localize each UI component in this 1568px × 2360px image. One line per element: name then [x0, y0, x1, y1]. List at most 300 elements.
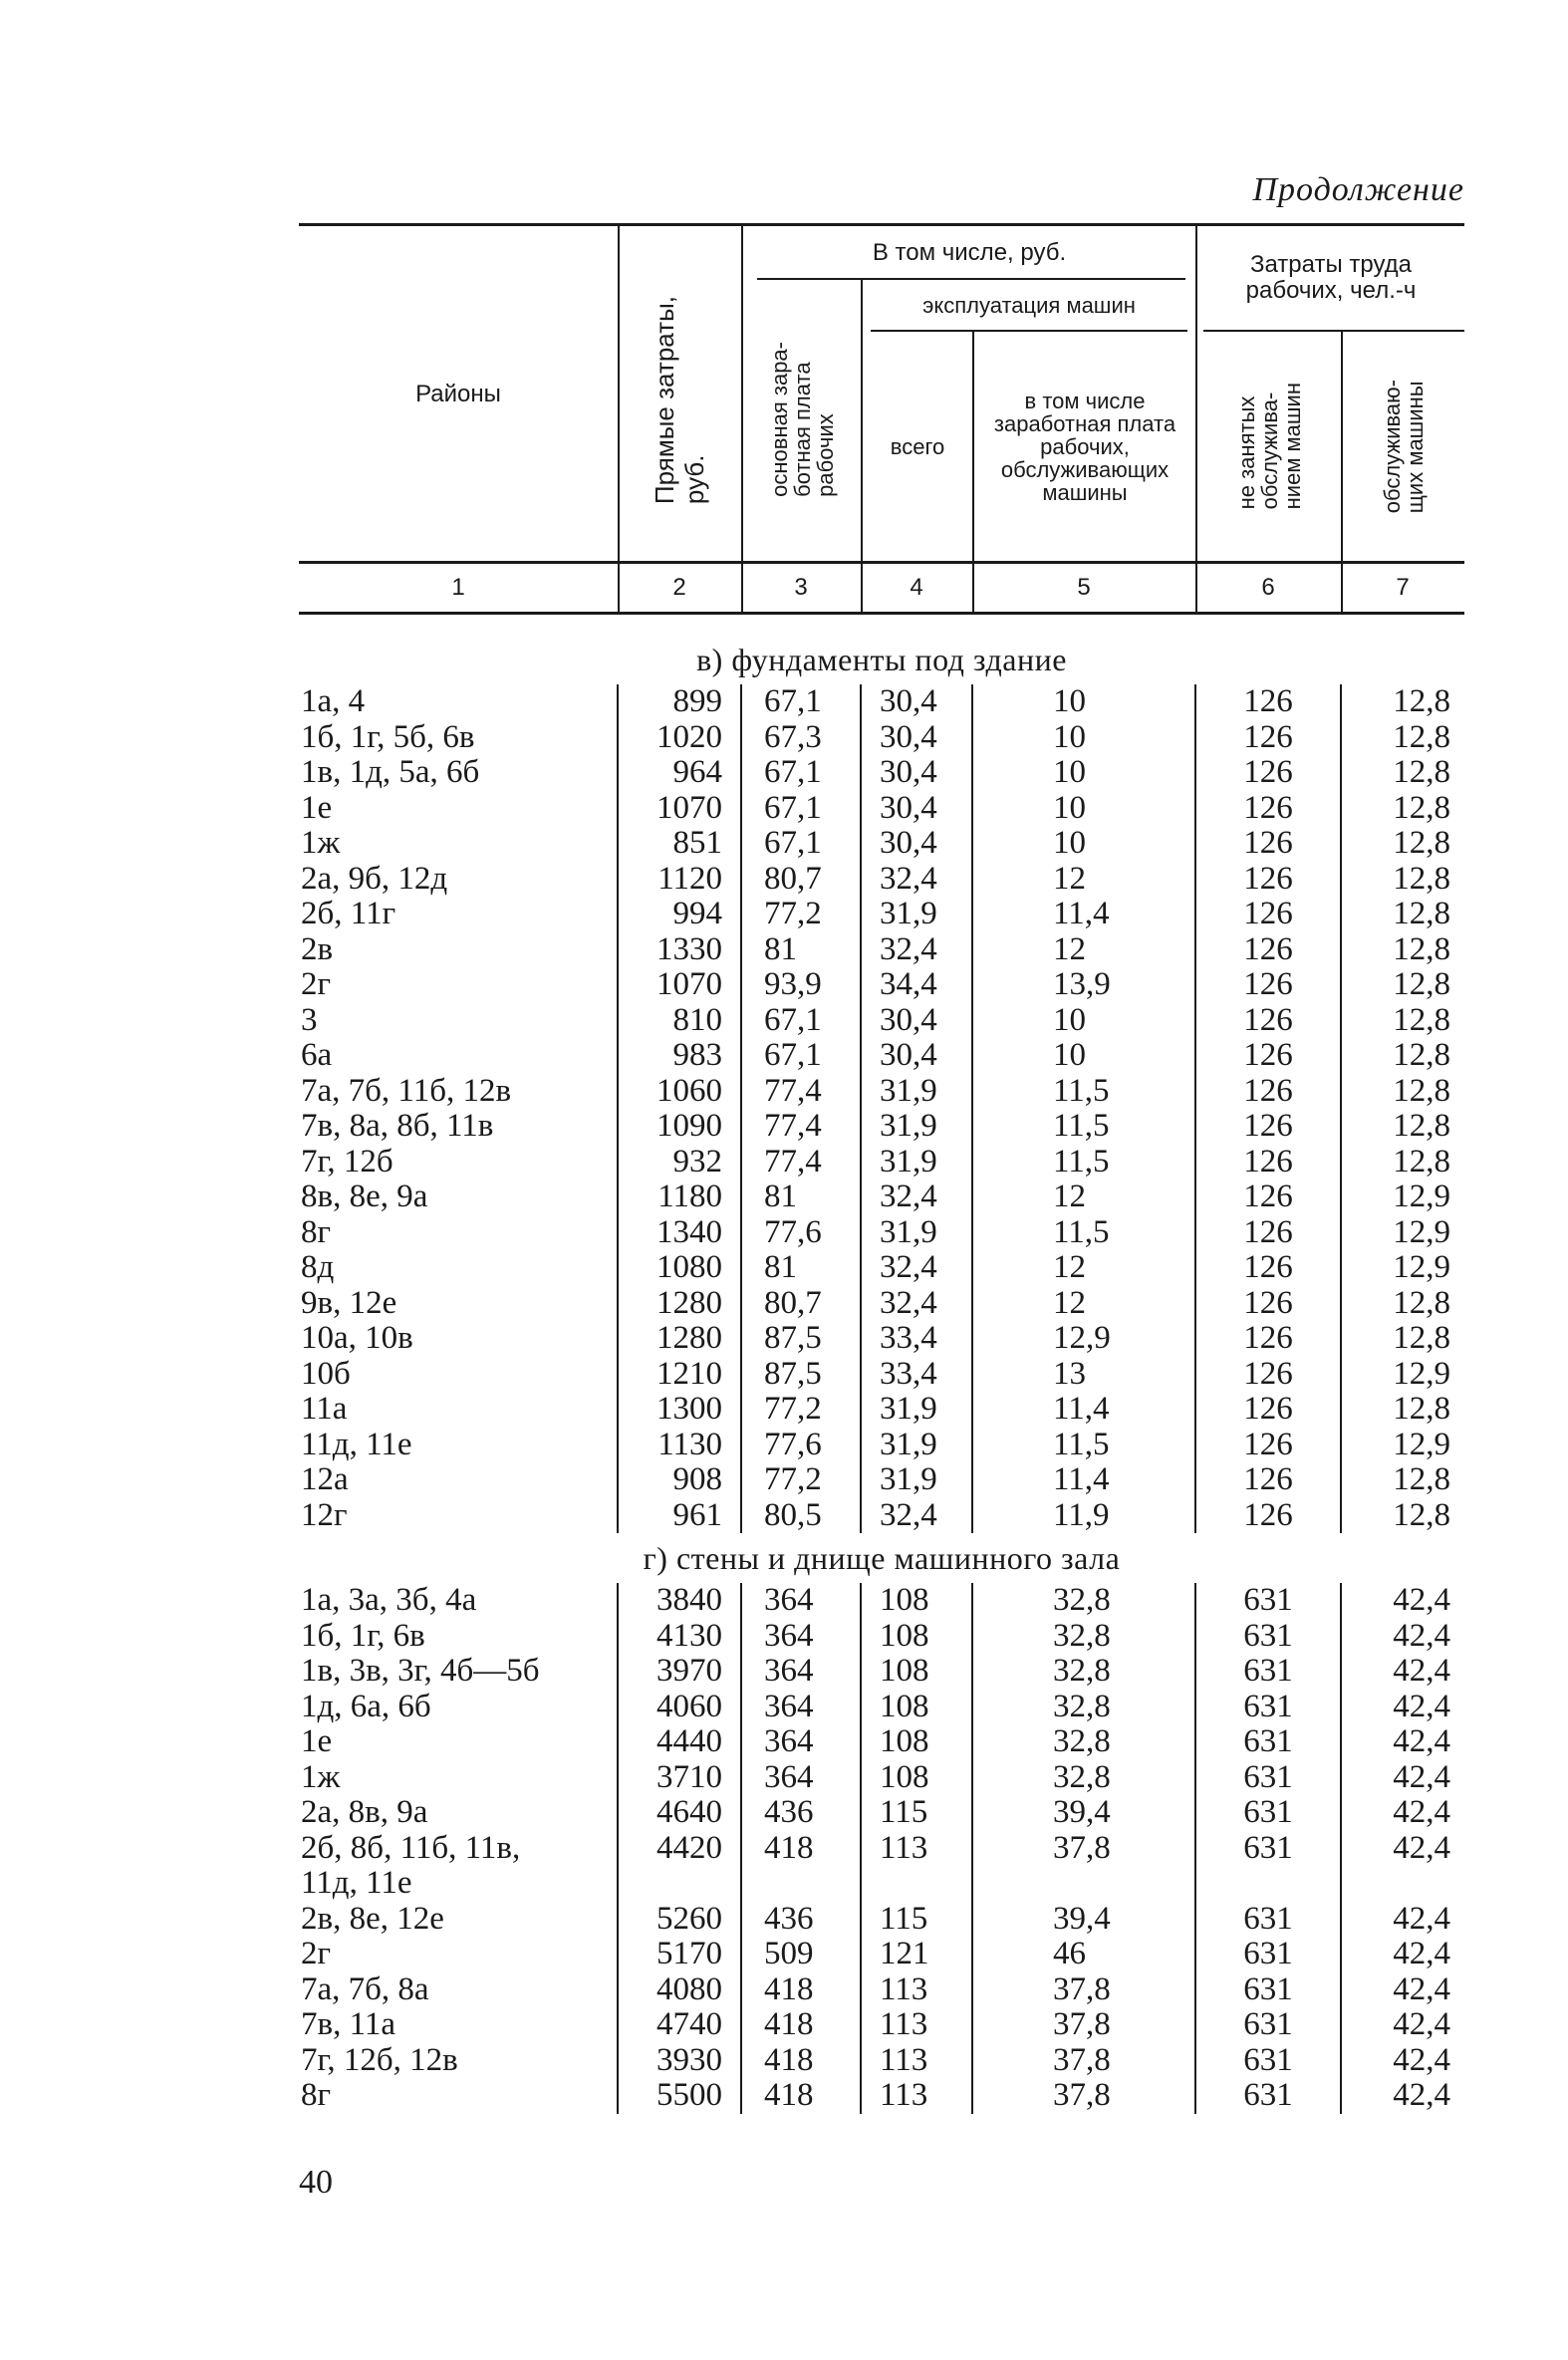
region-cell: 7г, 12б, 12в	[301, 2041, 458, 2078]
value-cell: 631	[1195, 1760, 1341, 1796]
value-cell: 436	[741, 1795, 861, 1831]
value-cell: 31,9	[861, 1392, 972, 1428]
value-cell: 12	[972, 1180, 1195, 1215]
region-cell: 11д, 11е	[301, 1426, 412, 1462]
region-cell: 7а, 7б, 8а	[301, 1970, 429, 2007]
region-cell: 6а	[301, 1037, 333, 1073]
value-cell: 4440	[618, 1724, 741, 1760]
value-cell: 31,9	[861, 1109, 972, 1145]
value-cell: 42,4	[1341, 1619, 1464, 1655]
table-row	[299, 967, 1464, 1003]
value-cell: 42,4	[1341, 1937, 1464, 1972]
column-numbers-row	[299, 561, 1464, 615]
column-number: 5	[1077, 574, 1091, 601]
region-cell: 12г	[301, 1496, 348, 1533]
value-cell: 126	[1195, 1074, 1341, 1110]
region-cell: 10а, 10в	[301, 1320, 413, 1356]
value-cell: 12,8	[1341, 1074, 1464, 1110]
value-cell: 87,5	[741, 1321, 861, 1357]
table-row	[299, 1428, 1464, 1463]
value-cell: 1060	[618, 1074, 741, 1110]
value-cell: 126	[1195, 862, 1341, 898]
value-cell: 11,4	[972, 897, 1195, 932]
value-cell: 11,4	[972, 1462, 1195, 1498]
value-cell: 12,9	[1341, 1250, 1464, 1286]
value-cell: 364	[741, 1690, 861, 1725]
value-cell: 126	[1195, 1286, 1341, 1322]
table-row	[299, 1831, 1464, 1867]
value-cell: 108	[861, 1690, 972, 1725]
table-row	[299, 932, 1464, 968]
value-cell: 961	[618, 1498, 741, 1534]
table-row	[299, 1498, 1464, 1534]
value-cell: 77,4	[741, 1074, 861, 1110]
table-row	[299, 1074, 1464, 1110]
value-cell: 81	[741, 1250, 861, 1286]
value-cell: 1070	[618, 967, 741, 1003]
value-cell: 30,4	[861, 826, 972, 862]
value-cell: 1300	[618, 1392, 741, 1428]
header-serving: обслуживаю- щих машины	[1380, 379, 1428, 514]
value-cell: 631	[1195, 1583, 1341, 1619]
value-cell: 32,4	[861, 1286, 972, 1322]
value-cell: 34,4	[861, 967, 972, 1003]
value-cell: 93,9	[741, 967, 861, 1003]
table-row	[299, 1619, 1464, 1655]
region-cell: 8в, 8е, 9а	[301, 1179, 428, 1214]
value-cell: 12,8	[1341, 862, 1464, 898]
value-cell: 108	[861, 1583, 972, 1619]
value-cell: 108	[861, 1654, 972, 1690]
value-cell: 13	[972, 1357, 1195, 1393]
table-row	[299, 791, 1464, 827]
value-cell: 3970	[618, 1654, 741, 1690]
value-cell: 631	[1195, 1902, 1341, 1938]
value-cell: 30,4	[861, 791, 972, 827]
value-cell: 631	[1195, 2043, 1341, 2079]
value-cell: 12,8	[1341, 1498, 1464, 1534]
value-cell: 1070	[618, 791, 741, 827]
value-cell	[861, 1866, 972, 1902]
value-cell: 126	[1195, 1250, 1341, 1286]
value-cell: 126	[1195, 1498, 1341, 1534]
value-cell: 1330	[618, 932, 741, 968]
table-body	[299, 635, 1464, 2114]
value-cell: 87,5	[741, 1357, 861, 1393]
value-cell: 32,8	[972, 1724, 1195, 1760]
value-cell: 42,4	[1341, 2078, 1464, 2114]
table-row	[299, 1109, 1464, 1145]
region-cell: 7в, 8а, 8б, 11в	[301, 1108, 494, 1144]
value-cell: 108	[861, 1724, 972, 1760]
value-cell: 11,5	[972, 1428, 1195, 1463]
page-number: 40	[299, 2164, 333, 2201]
value-cell: 12	[972, 1250, 1195, 1286]
value-cell: 11,5	[972, 1145, 1195, 1180]
value-cell	[618, 1866, 741, 1902]
value-cell: 39,4	[972, 1902, 1195, 1938]
value-cell: 631	[1195, 1619, 1341, 1655]
value-cell: 11,5	[972, 1109, 1195, 1145]
value-cell: 42,4	[1341, 1972, 1464, 2008]
region-cell: 2г	[301, 966, 332, 1002]
table-row	[299, 1250, 1464, 1286]
region-cell: 8г	[301, 1213, 332, 1250]
value-cell: 42,4	[1341, 2043, 1464, 2079]
value-cell: 77,4	[741, 1109, 861, 1145]
header-machine-operation: эксплуатация машин	[922, 292, 1136, 318]
value-cell: 81	[741, 1180, 861, 1215]
value-cell: 4080	[618, 1972, 741, 2008]
value-cell: 364	[741, 1760, 861, 1796]
value-cell: 10	[972, 1038, 1195, 1074]
value-cell: 32,4	[861, 1498, 972, 1534]
header-including-rub: В том числе, руб.	[872, 238, 1067, 266]
value-cell: 12,9	[1341, 1215, 1464, 1251]
value-cell: 39,4	[972, 1795, 1195, 1831]
value-cell: 37,8	[972, 1831, 1195, 1867]
value-cell: 418	[741, 2007, 861, 2043]
table-row	[299, 2007, 1464, 2043]
value-cell: 42,4	[1341, 1724, 1464, 1760]
value-cell: 80,5	[741, 1498, 861, 1534]
value-cell: 1280	[618, 1286, 741, 1322]
table-row	[299, 1724, 1464, 1760]
value-cell: 364	[741, 1654, 861, 1690]
table-row	[299, 1583, 1464, 1619]
column-number: 1	[451, 574, 465, 601]
region-cell: 7в, 11а	[301, 2006, 396, 2042]
value-cell: 418	[741, 2078, 861, 2114]
header-labor-costs: Затраты труда рабочих, чел.-ч	[1245, 251, 1417, 304]
region-cell: 1б, 1г, 6в	[301, 1617, 425, 1654]
value-cell: 4740	[618, 2007, 741, 2043]
value-cell: 30,4	[861, 1003, 972, 1039]
table-row	[299, 1180, 1464, 1215]
value-cell: 67,1	[741, 1038, 861, 1074]
value-cell: 37,8	[972, 1972, 1195, 2008]
table-row	[299, 826, 1464, 862]
value-cell: 113	[861, 1972, 972, 2008]
table-row	[299, 862, 1464, 898]
table-header	[299, 223, 1464, 561]
value-cell	[1341, 1866, 1464, 1902]
value-cell: 4060	[618, 1690, 741, 1725]
region-cell: 3	[301, 1001, 318, 1038]
value-cell: 113	[861, 1831, 972, 1867]
value-cell: 1340	[618, 1215, 741, 1251]
value-cell: 5170	[618, 1937, 741, 1972]
section-title: г) стены и днище машинного зала	[643, 1540, 1121, 1576]
value-cell: 631	[1195, 1654, 1341, 1690]
value-cell: 3840	[618, 1583, 741, 1619]
value-cell: 899	[618, 684, 741, 720]
value-cell: 42,4	[1341, 2007, 1464, 2043]
value-cell: 126	[1195, 755, 1341, 791]
region-cell: 8д	[301, 1249, 335, 1285]
value-cell: 1120	[618, 862, 741, 898]
table-row	[299, 720, 1464, 756]
value-cell: 364	[741, 1724, 861, 1760]
value-cell: 33,4	[861, 1357, 972, 1393]
table-row	[299, 1972, 1464, 2008]
value-cell: 30,4	[861, 684, 972, 720]
value-cell: 11,9	[972, 1498, 1195, 1534]
value-cell: 32,8	[972, 1619, 1195, 1655]
value-cell: 364	[741, 1583, 861, 1619]
header-not-busy: не занятых обслужива- нием машин	[1233, 383, 1305, 510]
value-cell: 418	[741, 1972, 861, 2008]
region-cell: 1б, 1г, 5б, 6в	[301, 718, 475, 755]
value-cell: 77,6	[741, 1215, 861, 1251]
value-cell: 964	[618, 755, 741, 791]
value-cell: 4420	[618, 1831, 741, 1867]
value-cell: 3930	[618, 2043, 741, 2079]
value-cell: 10	[972, 826, 1195, 862]
value-cell: 42,4	[1341, 1583, 1464, 1619]
value-cell: 12	[972, 1286, 1195, 1322]
value-cell: 12,8	[1341, 1462, 1464, 1498]
value-cell: 33,4	[861, 1321, 972, 1357]
value-cell: 12,8	[1341, 897, 1464, 932]
table-row	[299, 1795, 1464, 1831]
value-cell: 631	[1195, 2007, 1341, 2043]
region-cell: 1в, 3в, 3г, 4б—5б	[301, 1653, 540, 1689]
value-cell: 126	[1195, 1180, 1341, 1215]
value-cell: 631	[1195, 1972, 1341, 2008]
value-cell: 12,8	[1341, 967, 1464, 1003]
column-number: 2	[672, 574, 686, 601]
value-cell: 1180	[618, 1180, 741, 1215]
value-cell: 12,8	[1341, 684, 1464, 720]
value-cell: 31,9	[861, 1145, 972, 1180]
value-cell: 10	[972, 684, 1195, 720]
value-cell: 12	[972, 932, 1195, 968]
region-cell: 8г	[301, 2077, 332, 2113]
value-cell: 851	[618, 826, 741, 862]
table-row	[299, 1038, 1464, 1074]
value-cell: 32,4	[861, 1250, 972, 1286]
value-cell: 11,5	[972, 1074, 1195, 1110]
value-cell: 32,4	[861, 1180, 972, 1215]
value-cell: 5500	[618, 2078, 741, 2114]
section-table	[299, 1583, 1464, 2114]
value-cell	[741, 1866, 861, 1902]
region-cell: 12а	[301, 1461, 349, 1497]
value-cell: 42,4	[1341, 1654, 1464, 1690]
table-row	[299, 1866, 1464, 1902]
table-row	[299, 1760, 1464, 1796]
value-cell: 32,4	[861, 932, 972, 968]
value-cell: 67,1	[741, 791, 861, 827]
value-cell: 126	[1195, 826, 1341, 862]
value-cell: 32,8	[972, 1690, 1195, 1725]
value-cell: 126	[1195, 1038, 1341, 1074]
value-cell: 1130	[618, 1428, 741, 1463]
value-cell: 12,8	[1341, 1392, 1464, 1428]
value-cell: 3710	[618, 1760, 741, 1796]
region-cell: 2в, 8е, 12е	[301, 1900, 444, 1937]
value-cell: 932	[618, 1145, 741, 1180]
region-cell: 2б, 11г	[301, 896, 396, 931]
value-cell: 908	[618, 1462, 741, 1498]
table-row	[299, 2043, 1464, 2079]
header-including-wage: в том числе заработная плата рабочих, обслуживающих машины	[993, 388, 1176, 505]
value-cell: 30,4	[861, 720, 972, 756]
value-cell: 113	[861, 2007, 972, 2043]
region-cell: 11а	[301, 1391, 348, 1427]
value-cell: 10	[972, 720, 1195, 756]
value-cell: 46	[972, 1937, 1195, 1972]
value-cell: 631	[1195, 2078, 1341, 2114]
value-cell: 12,8	[1341, 1286, 1464, 1322]
region-cell: 2а, 9б, 12д	[301, 860, 448, 897]
region-cell: 1д, 6а, 6б	[301, 1688, 431, 1724]
value-cell: 1090	[618, 1109, 741, 1145]
column-number: 4	[910, 574, 923, 601]
value-cell: 126	[1195, 967, 1341, 1003]
region-cell: 1е	[301, 789, 333, 826]
value-cell	[972, 1866, 1195, 1902]
value-cell: 126	[1195, 897, 1341, 932]
value-cell: 126	[1195, 1145, 1341, 1180]
value-cell: 4130	[618, 1619, 741, 1655]
value-cell: 11,5	[972, 1215, 1195, 1251]
value-cell: 12,9	[972, 1321, 1195, 1357]
value-cell: 364	[741, 1619, 861, 1655]
value-cell: 12,8	[1341, 1038, 1464, 1074]
cost-table	[299, 223, 1464, 2114]
value-cell: 436	[741, 1902, 861, 1938]
table-row	[299, 1357, 1464, 1393]
table-row	[299, 1321, 1464, 1357]
table-row	[299, 1003, 1464, 1039]
value-cell: 121	[861, 1937, 972, 1972]
region-cell: 2б, 8б, 11б, 11в,	[301, 1829, 521, 1866]
value-cell: 77,4	[741, 1145, 861, 1180]
value-cell: 631	[1195, 1724, 1341, 1760]
value-cell: 12,8	[1341, 791, 1464, 827]
table-row	[299, 1215, 1464, 1251]
value-cell: 12,8	[1341, 1145, 1464, 1180]
value-cell: 32,8	[972, 1583, 1195, 1619]
section-title: в) фундаменты под здание	[696, 642, 1067, 677]
value-cell: 12,8	[1341, 1321, 1464, 1357]
value-cell: 77,6	[741, 1428, 861, 1463]
value-cell: 42,4	[1341, 1690, 1464, 1725]
value-cell: 42,4	[1341, 1902, 1464, 1938]
value-cell: 12,8	[1341, 1109, 1464, 1145]
value-cell: 994	[618, 897, 741, 932]
value-cell: 37,8	[972, 2007, 1195, 2043]
value-cell: 1020	[618, 720, 741, 756]
value-cell: 115	[861, 1902, 972, 1938]
value-cell: 81	[741, 932, 861, 968]
header-total: всего	[890, 433, 945, 459]
value-cell: 108	[861, 1619, 972, 1655]
section-table	[299, 684, 1464, 1533]
value-cell: 12	[972, 862, 1195, 898]
value-cell: 418	[741, 2043, 861, 2079]
value-cell: 12,8	[1341, 755, 1464, 791]
value-cell: 10	[972, 1003, 1195, 1039]
value-cell: 113	[861, 2043, 972, 2079]
value-cell: 67,1	[741, 684, 861, 720]
value-cell: 31,9	[861, 897, 972, 932]
value-cell: 983	[618, 1038, 741, 1074]
value-cell: 31,9	[861, 1074, 972, 1110]
region-cell: 7а, 7б, 11б, 12в	[301, 1072, 512, 1109]
value-cell: 10	[972, 755, 1195, 791]
value-cell: 30,4	[861, 1038, 972, 1074]
value-cell: 108	[861, 1760, 972, 1796]
value-cell: 126	[1195, 932, 1341, 968]
column-number: 6	[1261, 574, 1275, 601]
value-cell: 126	[1195, 1215, 1341, 1251]
value-cell: 126	[1195, 1357, 1341, 1393]
value-cell: 631	[1195, 1831, 1341, 1867]
value-cell: 42,4	[1341, 1831, 1464, 1867]
value-cell: 113	[861, 2078, 972, 2114]
value-cell: 1080	[618, 1250, 741, 1286]
table-row	[299, 755, 1464, 791]
value-cell	[1195, 1866, 1341, 1902]
value-cell: 12,9	[1341, 1180, 1464, 1215]
table-row	[299, 1392, 1464, 1428]
column-number: 7	[1396, 574, 1410, 601]
value-cell: 4640	[618, 1795, 741, 1831]
value-cell: 631	[1195, 1795, 1341, 1831]
region-cell: 1е	[301, 1723, 333, 1759]
region-cell: 11д, 11е	[301, 1865, 412, 1901]
table-row	[299, 684, 1464, 720]
value-cell: 115	[861, 1795, 972, 1831]
value-cell: 12,9	[1341, 1357, 1464, 1393]
value-cell: 126	[1195, 1462, 1341, 1498]
value-cell: 77,2	[741, 897, 861, 932]
value-cell: 11,4	[972, 1392, 1195, 1428]
value-cell: 509	[741, 1937, 861, 1972]
value-cell: 126	[1195, 1003, 1341, 1039]
value-cell: 1280	[618, 1321, 741, 1357]
value-cell: 126	[1195, 720, 1341, 756]
value-cell: 77,2	[741, 1462, 861, 1498]
value-cell: 126	[1195, 791, 1341, 827]
region-cell: 1в, 1д, 5а, 6б	[301, 754, 480, 790]
region-cell: 1ж	[301, 1758, 341, 1795]
region-cell: 1а, 3а, 3б, 4а	[301, 1582, 477, 1618]
value-cell: 12,8	[1341, 932, 1464, 968]
region-cell: 2в	[301, 930, 334, 967]
value-cell: 67,1	[741, 826, 861, 862]
table-row	[299, 1690, 1464, 1725]
value-cell: 31,9	[861, 1215, 972, 1251]
value-cell: 67,1	[741, 755, 861, 791]
value-cell: 126	[1195, 684, 1341, 720]
value-cell: 12,8	[1341, 720, 1464, 756]
header-base-wage: основная зара- ботная плата рабочих	[766, 342, 838, 497]
table-row	[299, 1902, 1464, 1938]
value-cell: 12,8	[1341, 1003, 1464, 1039]
table-row	[299, 1286, 1464, 1322]
table-row	[299, 1937, 1464, 1972]
value-cell: 12,8	[1341, 826, 1464, 862]
continuation-label: Продолжение	[1252, 171, 1464, 208]
column-number: 3	[794, 574, 808, 601]
value-cell: 1210	[618, 1357, 741, 1393]
value-cell: 13,9	[972, 967, 1195, 1003]
region-cell: 1а, 4	[301, 683, 366, 719]
